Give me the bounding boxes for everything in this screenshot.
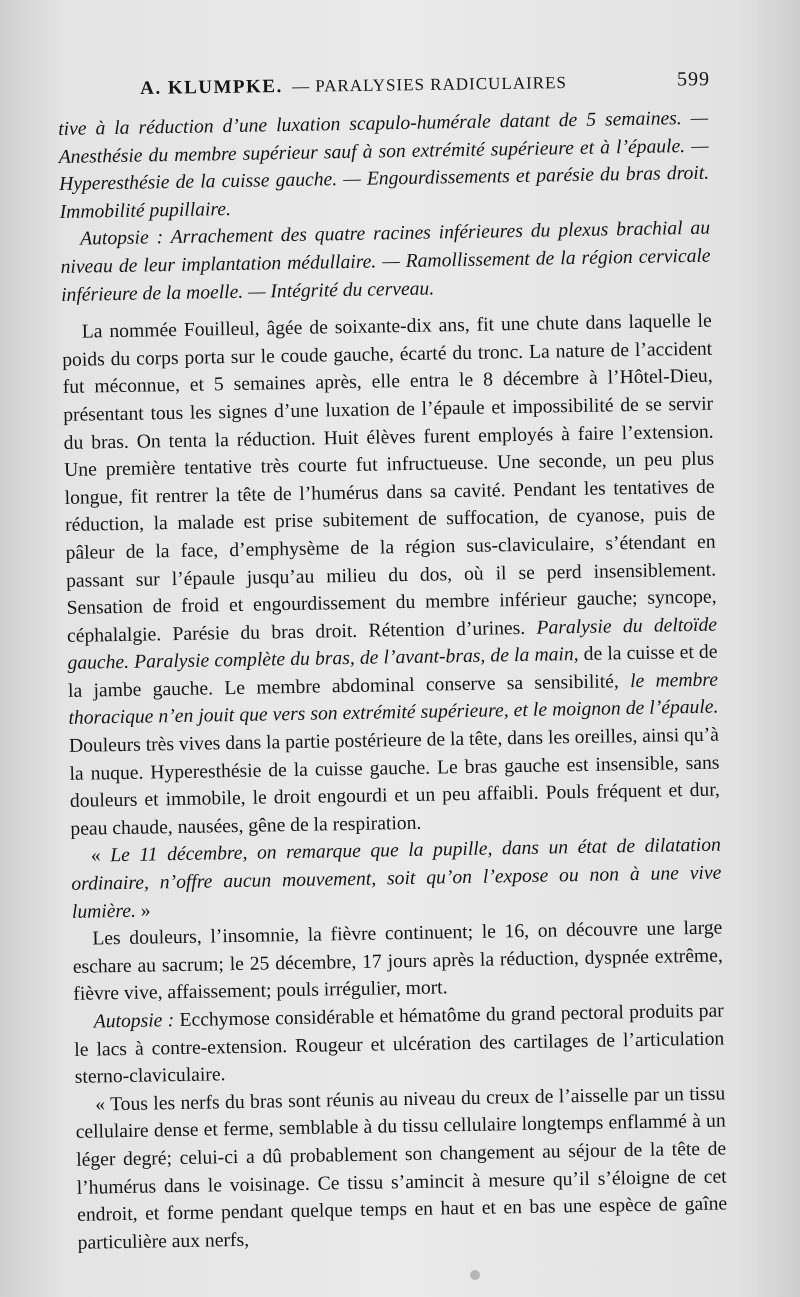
paragraph-quote-pupil: [71, 832, 722, 926]
paper-spot: [470, 1270, 480, 1280]
page-body: [58, 105, 728, 1258]
summary-autopsy: Autopsie : Arrachement des quatre racines inférieures du plexus brachial au niveau de leur implantation médullaire. — Ramollissement de la région cervicale inférieure de la moelle. — Intégrité du cerveau.: [60, 218, 711, 306]
paragraph-nerves: « Tous les nerfs du bras sont réunis au niveau du creux de l’aisselle par un tissu cellulaire dense et ferme, semblable à du tissu cellulaire longtemps enflammé à un léger degré; celui-ci a dû probablement son changement au séjour de la tête de l’humérus dans le voisinage. Ce tissu s’amincit à mesure qu’il s’éloigne de cet endroit, et forme pendant quelque temps en haut et en bas une espèce de gaîne particulière aux nerfs,: [75, 1083, 728, 1254]
history-text-c: Douleurs très vives dans la partie postérieure de la tête, dans les oreilles, ainsi qu’à la nuque. Hyperesthésie de la cuisse gauche. Le bras gauche est insensible, sans douleurs et immobile, le droit engourdi et un peu affaibli. Pouls fréquent et dur, peau chaude, nausées, gêne de la respiration.: [68, 724, 721, 840]
header-title: — PARALYSIES RADICULAIRES: [291, 73, 568, 96]
history-text-b: de la cuisse et de la jambe gauche. Le membre abdominal conserve sa sensibilité,: [67, 641, 718, 702]
running-header: [140, 68, 711, 100]
quote-close: »: [140, 900, 151, 922]
history-text-a: La nommée Fouilleul, âgée de soixante-dix ans, fit une chute dans laquelle le poids du corps porta sur le coude gauche, écarté du tronc. La nature de l’accident fut méconnue, et 5 semaines après, elle entra le 8 décembre à l’Hôtel-Dieu, présentant tous les signes d’une luxation de l’épaule et impossibilité de se servir du bras. On tenta la réduction. Huit élèves furent employés à faire l’extension. Une première tentative très courte fut infructueuse. Une seconde, un peu plus longue, fit rentrer la tête de l’humérus dans sa cavité. Pendant les tentatives de réduction, la malade est prise subitement de suffocation, de cyanose, puis de pâleur de la face, d’emphysème de la région sus-claviculaire, s’étendant en passant sur l’épaule jusqu’au milieu du dos, où il se perd insensiblement. Sensation de froid et engourdissement du membre inférieur gauche; syncope, céphalalgie. Parésie du bras droit. Rétention d’urines.: [62, 310, 717, 647]
page-number: 599: [676, 68, 711, 91]
quote-pupil-text: Le 11 décembre, on remarque que la pupille, dans un état de dilatation ordinaire, n’offre aucun mouvement, soit qu’on l’expose ou non à une vive lumière.: [71, 834, 722, 923]
history-italic-a: Paralysie du deltoïde gauche. Paralysie complète du bras, de l’avant-bras, de la main,: [67, 614, 718, 675]
paragraph-evolution: Les douleurs, l’insomnie, la fièvre continuent; le 16, on découvre une large eschare au sacrum; le 25 décembre, 17 jours après la réduction, dyspnée extrême, fièvre vive, affaissement; pouls irrégulier, mort.: [72, 917, 723, 1006]
autopsy-label: Autopsie :: [93, 1010, 175, 1033]
quote-open: «: [90, 845, 101, 867]
paragraph-history: [62, 308, 721, 844]
history-italic-b: le membre thoracique n’en jouit que vers son extrémité supérieure, et le moignon de l’épaule.: [68, 669, 719, 730]
paragraph-autopsy: [74, 998, 725, 1092]
header-author: A. KLUMPKE.: [140, 76, 283, 99]
autopsy-text: Ecchymose considérable et hématôme du grand pectoral produits par le lacs à contre-extension. Rougeur et ulcération des cartilages de l’articulation sterno-claviculaire.: [74, 1000, 725, 1089]
case-summary: tive à la réduction d’une luxation scapulo-humérale datant de 5 semaines. — Anesthésie du membre supérieur sauf à son extrémité supérieure et à l’épaule. — Hyperesthésie de la cuisse gauche. — Engourdissements et parésie du bras droit. Immobilité pupillaire.: [58, 107, 710, 223]
